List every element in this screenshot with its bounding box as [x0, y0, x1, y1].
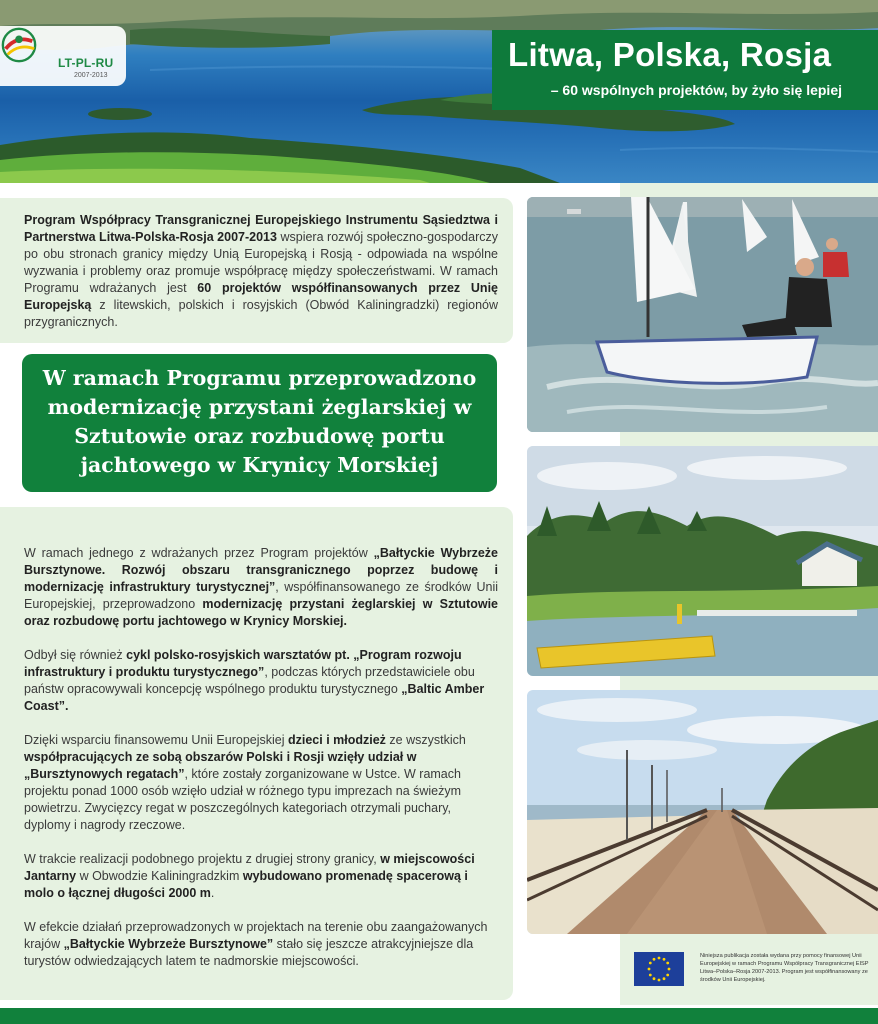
- paragraph-regatta: [24, 732, 498, 834]
- photo-promenade: [527, 690, 878, 934]
- eu-flag-icon: [634, 952, 684, 986]
- paragraph-result: [24, 919, 498, 970]
- photo-sailing: [527, 197, 878, 432]
- logo-name: LT-PL-RU: [58, 56, 114, 70]
- paragraph-project: [24, 545, 498, 630]
- intro-text-1: wspiera rozwój społeczno-gospodarczy po obu stronach granicy między Unią Europejską i Rosją - odpowiada na wspólne wyzwania i problemy oraz promuje współpracę między społeczeństwami. W ramach Programu wdrażanych jest: [24, 230, 498, 295]
- logo-years: 2007-2013: [74, 72, 108, 79]
- intro-bold-projects: 60 projektów współfinansowanych przez Unię Europejską: [24, 281, 498, 312]
- text: W efekcie działań przeprowadzonych w projektach na terenie obu zaangażowanych krajów: [24, 920, 488, 951]
- eu-funding-note: Niniejsza publikacja została wydana przy pomocy finansowej Unii Europejskiej w ramach Programu Współpracy Transgranicznej EISP Litwa–Polska–Rosja 2007-2013. Program jest współfinansowany ze środków Unii Europejskiej.: [700, 953, 869, 983]
- main-panel: [0, 507, 513, 1000]
- highlight-box: [22, 354, 497, 492]
- text: W trakcie realizacji podobnego projektu z drugiej strony granicy,: [24, 852, 381, 866]
- text: W ramach jednego z wdrażanych przez Program projektów: [24, 546, 374, 560]
- logo-emblem-icon: [0, 26, 38, 64]
- text: ze wszystkich: [385, 733, 466, 747]
- photo-marina: [527, 446, 878, 676]
- promenade-pier-image: [527, 690, 878, 934]
- bold-text: „Bałtyckie Wybrzeże Bursztynowe”: [63, 937, 274, 951]
- highlight-text: W ramach Programu przeprowadzono modernizację przystani żeglarskiej w Sztutowie oraz rozbudowę portu jachtowego w Krynicy Morskiej: [42, 366, 477, 477]
- text: , podczas których przedstawiciele obu państw opracowywali koncepcję wspólnego produktu turystycznego: [24, 665, 475, 696]
- intro-panel: [0, 198, 513, 343]
- paragraph-jantarny: [24, 851, 498, 902]
- page-subtitle: – 60 wspólnych projektów, by żyło się lepiej: [550, 82, 842, 98]
- bold-text: wybudowano promenadę spacerową i molo o łącznej długości 2000 m: [24, 869, 468, 900]
- bold-text: modernizację przystani żeglarskiej w Sztutowie oraz rozbudowę portu jachtowego w Krynicy Morskiej.: [24, 597, 498, 628]
- title-banner: [492, 30, 878, 110]
- bold-text: „Bałtyckie Wybrzeże Bursztynowe. Rozwój obszaru transgranicznego poprzez budowę i modernizację infrastruktury turystycznej”: [24, 546, 499, 594]
- intro-text-2: z litewskich, polskich i rosyjskich (Obwód Kaliningradzki) regionów przygranicznych.: [24, 298, 498, 329]
- intro-paragraph: [24, 212, 498, 331]
- text: Odbył się również: [24, 648, 127, 662]
- paragraph-workshops: [24, 647, 498, 715]
- bold-text: w miejscowości Jantarny: [24, 852, 475, 883]
- eu-stars-icon: [634, 952, 684, 986]
- text: , współfinansowanego ze środków Unii Europejskiej, przeprowadzono: [24, 580, 498, 611]
- bold-text: „Baltic Amber Coast”.: [24, 682, 485, 713]
- page-title: Litwa, Polska, Rosja: [508, 36, 832, 73]
- intro-bold-program: Program Współpracy Transgranicznej Europejskiego Instrumentu Sąsiedztwa i Partnerstwa Litwa-Polska-Rosja 2007-2013: [24, 213, 498, 244]
- marina-image: [527, 446, 878, 676]
- bold-text: cykl polsko-rosyjskich warsztatów pt. „Program rozwoju infrastruktury i produktu turystycznego”: [24, 648, 462, 679]
- bold-text: dzieci i młodzież: [288, 733, 386, 747]
- text: .: [210, 886, 215, 900]
- footer-bar: [0, 1008, 878, 1024]
- bold-text: współpracujących ze sobą obszarów Polski i Rosji wzięły udział w „Bursztynowych regatach”: [24, 750, 417, 781]
- text: w Obwodzie Kaliningradzkim: [76, 869, 243, 883]
- text: stało się jeszcze atrakcyjniejsze dla turystów odwiedzających latem te nadmorskie miejscowości.: [24, 937, 474, 968]
- program-logo: [0, 26, 126, 86]
- sailing-boat-image: [527, 197, 878, 432]
- text: , które zostały zorganizowane w Ustce. W ramach projektu ponad 1000 osób wzięło udział w różnego typu imprezach na świeżym powietrzu. Zwycięzcy regat w poszczególnych kategoriach otrzymali puchary, dyplomy i nagrody rzeczowe.: [24, 767, 462, 832]
- hero-lake-image: [0, 0, 878, 183]
- main-text: [24, 545, 498, 987]
- text: Dzięki wsparciu finansowemu Unii Europejskiej: [24, 733, 288, 747]
